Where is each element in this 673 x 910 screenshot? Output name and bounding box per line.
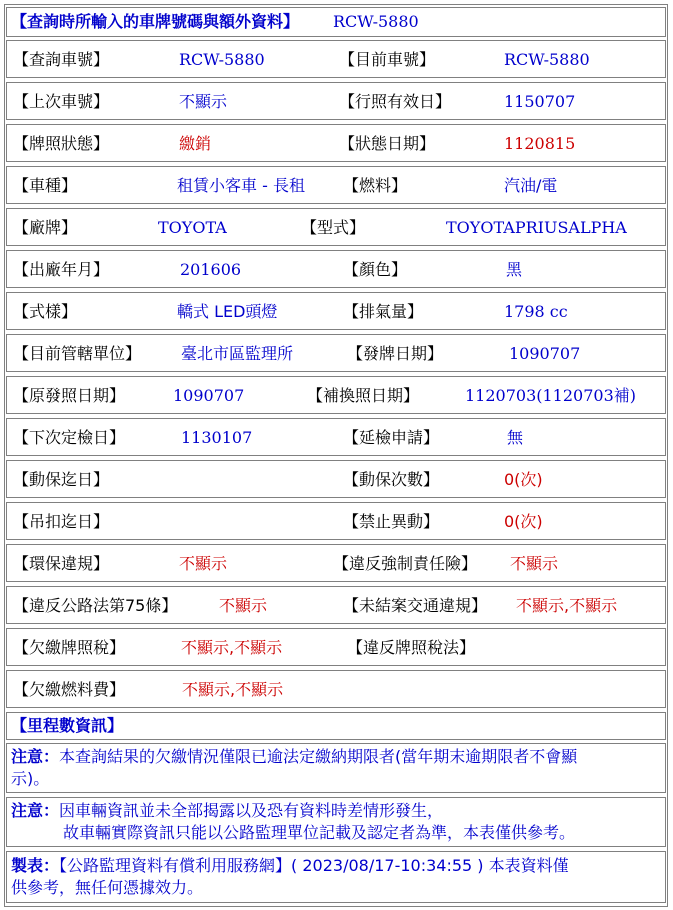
row-8 [6, 334, 666, 372]
footer-text [11, 855, 661, 899]
row-3 [6, 124, 666, 162]
row-6 [6, 250, 666, 288]
note-2-line-1: 因車輛資訊並未全部揭露以及恐有資料時差情形發生， [59, 801, 444, 820]
footer [6, 851, 666, 903]
row-1 [6, 40, 666, 78]
value-original-license-date: 1090707 [173, 386, 245, 405]
value-unresolved-traffic-violation: 不顯示,不顯示 [516, 596, 618, 615]
label-issue-date: 【發牌日期】 [347, 344, 444, 363]
row-14 [6, 586, 666, 624]
row-5 [6, 208, 666, 246]
note-1-line-2: 示)。 [11, 769, 50, 788]
label-jurisdiction: 【目前管轄單位】 [13, 344, 142, 363]
value-insurance-violation: 不顯示 [510, 554, 559, 573]
row-16 [6, 670, 666, 708]
row-9 [6, 376, 666, 414]
label-license-valid: 【行照有效日】 [339, 92, 452, 111]
value-transfer-ban: 0(次) [504, 512, 543, 531]
row-2 [6, 82, 666, 120]
query-header-title: 【查詢時所輸入的車牌號碼與額外資料】 [11, 12, 300, 31]
label-plate-status: 【牌照狀態】 [13, 134, 110, 153]
label-license-tax-violation: 【違反牌照稅法】 [347, 638, 476, 657]
value-jurisdiction: 臺北市區監理所 [181, 344, 294, 363]
value-model: TOYOTAPRIUSALPHA [446, 218, 627, 237]
mileage-title: 【里程數資訊】 [11, 716, 124, 735]
label-current-plate: 【目前車號】 [339, 50, 436, 69]
row-11 [6, 460, 666, 498]
value-brand: TOYOTA [158, 218, 227, 237]
label-query-plate: 【查詢車號】 [13, 50, 110, 69]
label-inspection-extension: 【延檢申請】 [343, 428, 440, 447]
label-status-date: 【狀態日期】 [339, 134, 436, 153]
footer-label: 製表： [11, 856, 60, 875]
value-license-valid: 1150707 [504, 92, 576, 111]
row-10 [6, 418, 666, 456]
value-unpaid-fuel-fee: 不顯示,不顯示 [182, 680, 284, 699]
footer-line-1: 【公路監理資料有償利用服務網】( 2023/08/17-10:34:55 ) 本表資料僅 [59, 856, 569, 875]
value-unpaid-license-tax: 不顯示,不顯示 [181, 638, 283, 657]
row-12 [6, 502, 666, 540]
note-1 [6, 743, 666, 793]
value-lien-count: 0(次) [504, 470, 543, 489]
label-lien-count: 【動保次數】 [343, 470, 440, 489]
value-displacement: 1798 cc [504, 302, 568, 321]
note-2-label: 注意： [11, 801, 60, 820]
label-fuel: 【燃料】 [343, 176, 408, 195]
label-highway-act-violation: 【違反公路法第75條】 [13, 596, 178, 615]
row-7 [6, 292, 666, 330]
row-13 [6, 544, 666, 582]
label-brand: 【廠牌】 [13, 218, 78, 237]
label-vehicle-type: 【車種】 [13, 176, 78, 195]
value-status-date: 1120815 [504, 134, 576, 153]
label-displacement: 【排氣量】 [343, 302, 424, 321]
label-env-violation: 【環保違規】 [13, 554, 110, 573]
label-unpaid-license-tax: 【欠繳牌照稅】 [13, 638, 126, 657]
value-inspection-extension: 無 [507, 428, 524, 447]
label-lien-end-date: 【動保迄日】 [13, 470, 110, 489]
label-reissue-date: 【補換照日期】 [307, 386, 420, 405]
note-1-line-1: 本查詢結果的欠繳情況僅限已逾法定繳納期限者(當年期末逾期限者不會顯 [59, 747, 578, 766]
value-env-violation: 不顯示 [179, 554, 228, 573]
value-vehicle-type: 租賃小客車 - 長租 [177, 176, 305, 195]
row-4 [6, 166, 666, 204]
mileage-section [6, 712, 666, 740]
note-2-text [11, 800, 661, 844]
label-original-license-date: 【原發照日期】 [13, 386, 126, 405]
value-fuel: 汽油/電 [504, 176, 558, 195]
value-query-plate: RCW-5880 [179, 50, 265, 69]
label-body-style: 【式樣】 [13, 302, 78, 321]
footer-line-2: 供參考，無任何憑據效力。 [11, 878, 204, 897]
value-reissue-date: 1120703(1120703補) [465, 386, 637, 405]
value-manufacture-date: 201606 [180, 260, 242, 279]
label-suspension-end-date: 【吊扣迄日】 [13, 512, 110, 531]
value-next-inspection: 1130107 [181, 428, 253, 447]
label-model: 【型式】 [301, 218, 366, 237]
note-2 [6, 797, 666, 847]
row-15 [6, 628, 666, 666]
note-2-line-2: 故車輛實際資訊只能以公路監理單位記載及認定者為準，本表僅供參考。 [63, 823, 576, 842]
label-next-inspection: 【下次定檢日】 [13, 428, 126, 447]
value-color: 黑 [506, 260, 523, 279]
label-manufacture-date: 【出廠年月】 [13, 260, 110, 279]
value-body-style: 轎式 LED頭燈 [177, 302, 278, 321]
value-current-plate: RCW-5880 [504, 50, 590, 69]
label-unpaid-fuel-fee: 【欠繳燃料費】 [13, 680, 126, 699]
label-transfer-ban: 【禁止異動】 [343, 512, 440, 531]
label-color: 【顏色】 [343, 260, 408, 279]
value-previous-plate: 不顯示 [179, 92, 228, 111]
query-header-plate: RCW-5880 [333, 12, 419, 31]
note-1-text [11, 746, 661, 790]
label-insurance-violation: 【違反強制責任險】 [333, 554, 478, 573]
note-1-label: 注意： [11, 747, 60, 766]
label-unresolved-traffic-violation: 【未結案交通違規】 [343, 596, 488, 615]
value-issue-date: 1090707 [509, 344, 581, 363]
value-highway-act-violation: 不顯示 [219, 596, 268, 615]
value-plate-status: 繳銷 [179, 134, 212, 153]
query-header [6, 7, 666, 37]
label-previous-plate: 【上次車號】 [13, 92, 110, 111]
